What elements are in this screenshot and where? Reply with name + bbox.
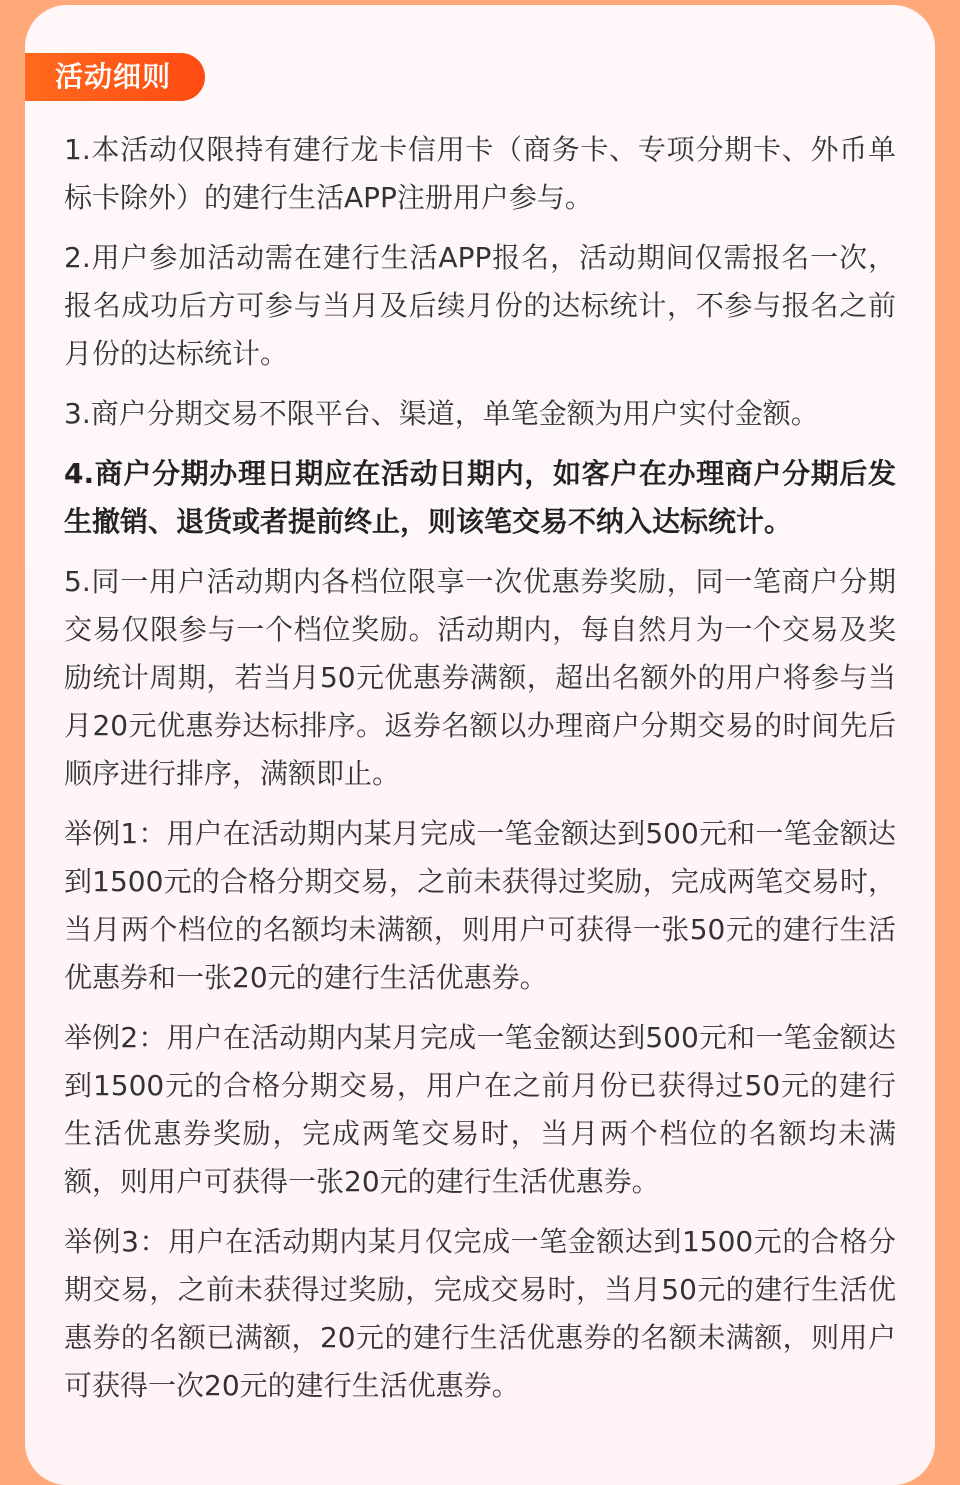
example-1: 举例1：用户在活动期内某月完成一笔金额达到500元和一笔金额达到1500元的合格分期交易，之前未获得过奖励，完成两笔交易时，当月两个档位的名额均未满额，则用户可获得一张50元的建行生活优惠券和一张20元的建行生活优惠券。 [64,817,896,994]
rule-item-4: 4.商户分期办理日期应在活动日期内，如客户在办理商户分期后发生撤销、退货或者提前终止，则该笔交易不纳入达标统计。 [64,457,896,538]
rules-content [64,126,896,1422]
example-3: 举例3：用户在活动期内某月仅完成一笔金额达到1500元的合格分期交易，之前未获得过奖励，完成交易时，当月50元的建行生活优惠券的名额已满额，20元的建行生活优惠券的名额未满额，则用户可获得一次20元的建行生活优惠券。 [64,1225,896,1402]
example-2: 举例2：用户在活动期内某月完成一笔金额达到500元和一笔金额达到1500元的合格分期交易，用户在之前月份已获得过50元的建行生活优惠券奖励，完成两笔交易时，当月两个档位的名额均未满额，则用户可获得一张20元的建行生活优惠券。 [64,1021,896,1198]
rules-card [25,5,935,1485]
rule-item-1: 1.本活动仅限持有建行龙卡信用卡（商务卡、专项分期卡、外币单标卡除外）的建行生活APP注册用户参与。 [64,133,896,214]
section-tag: 活动细则 [25,53,205,101]
rule-item-2: 2.用户参加活动需在建行生活APP报名，活动期间仅需报名一次，报名成功后方可参与当月及后续月份的达标统计，不参与报名之前月份的达标统计。 [64,241,896,370]
rule-item-5: 5.同一用户活动期内各档位限享一次优惠券奖励，同一笔商户分期交易仅限参与一个档位奖励。活动期内，每自然月为一个交易及奖励统计周期，若当月50元优惠券满额，超出名额外的用户将参与当月20元优惠券达标排序。返券名额以办理商户分期交易的时间先后顺序进行排序，满额即止。 [64,565,896,790]
rule-item-3: 3.商户分期交易不限平台、渠道，单笔金额为用户实付金额。 [64,397,819,430]
